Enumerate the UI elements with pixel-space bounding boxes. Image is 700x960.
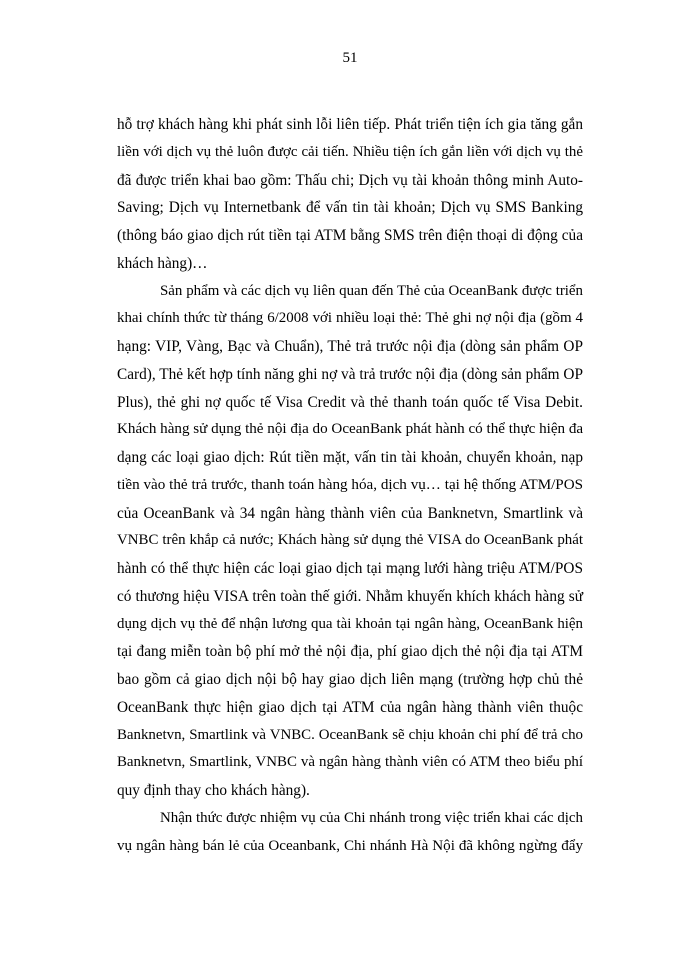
text-line: Plus), thẻ ghi nợ quốc tế Visa Credit và thẻ thanh toán quốc tế Visa Debit. (117, 393, 583, 411)
text-line: VNBC trên khắp cả nước; Khách hàng sử dụng thẻ VISA do OceanBank phát (117, 532, 583, 549)
text-line: OceanBank thực hiện giao dịch tại ATM của ngân hàng thành viên thuộc (117, 698, 583, 716)
text-line: Banknetvn, Smartlink và VNBC. OceanBank sẽ chịu khoản chi phí để trả cho (117, 726, 583, 743)
text-line: hạng: VIP, Vàng, Bạc và Chuẩn), Thẻ trả trước nội địa (dòng sản phẩm OP (117, 338, 583, 355)
text-line: quy định thay cho khách hàng). (117, 782, 310, 799)
text-line: tại đang miễn toàn bộ phí mở thẻ nội địa, phí giao dịch thẻ nội địa tại ATM (117, 643, 583, 661)
text-line: khách hàng)… (117, 254, 208, 272)
text-line: Banknetvn, Smartlink, VNBC và ngân hàng thành viên có ATM theo biểu phí (117, 754, 583, 771)
text-line: Saving; Dịch vụ Internetbank để vấn tin tài khoản; Dịch vụ SMS Banking (117, 199, 583, 217)
text-line: Sản phẩm và các dịch vụ liên quan đến Thẻ của OceanBank được triển (160, 282, 583, 299)
text-line: hành có thể thực hiện các loại giao dịch tại mạng lưới hàng triệu ATM/POS (117, 560, 583, 577)
text-line: liền với dịch vụ thẻ luôn được cải tiến. Nhiều tiện ích gắn liền với dịch vụ thẻ (117, 143, 583, 160)
text-line: tiền vào thẻ trả trước, thanh toán hàng hóa, dịch vụ… tại hệ thống ATM/POS (117, 476, 583, 493)
text-line: bao gồm cả giao dịch nội bộ hay giao dịch liên mạng (trường hợp chủ thẻ (117, 671, 583, 688)
text-line: có thương hiệu VISA trên toàn thế giới. Nhằm khuyến khích khách hàng sử (117, 587, 583, 605)
text-line: (thông báo giao dịch rút tiền tại ATM bằng SMS trên điện thoại di động của (117, 227, 583, 244)
text-line: dụng dịch vụ thẻ để nhận lương qua tài khoản tại ngân hàng, OceanBank hiện (117, 615, 583, 632)
text-line: đã được triển khai bao gồm: Thấu chi; Dịch vụ tài khoản thông minh Auto- (117, 171, 583, 189)
text-line: khai chính thức từ tháng 6/2008 với nhiều loại thẻ: Thẻ ghi nợ nội địa (gồm 4 (117, 310, 583, 327)
text-line: Card), Thẻ kết hợp tính năng ghi nợ và trả trước nội địa (dòng sản phẩm OP (117, 365, 583, 383)
text-line: vụ ngân hàng bán lẻ của Oceanbank, Chi nhánh Hà Nội đã không ngừng đẩy (117, 837, 583, 854)
page-number: 51 (342, 50, 358, 66)
text-line: dạng các loại giao dịch: Rút tiền mặt, vấn tin tài khoản, chuyển khoản, nạp (117, 449, 583, 466)
text-line: Khách hàng sử dụng thẻ nội địa do OceanBank phát hành có thể thực hiện đa (117, 421, 584, 438)
text-line: của OceanBank và 34 ngân hàng thành viên của Banknetvn, Smartlink và (117, 504, 583, 522)
body-text (117, 111, 583, 860)
text-line: Nhận thức được nhiệm vụ của Chi nhánh trong việc triển khai các dịch (160, 809, 583, 826)
text-line: hỗ trợ khách hàng khi phát sinh lỗi liên tiếp. Phát triển tiện ích gia tăng gắn (117, 116, 583, 133)
